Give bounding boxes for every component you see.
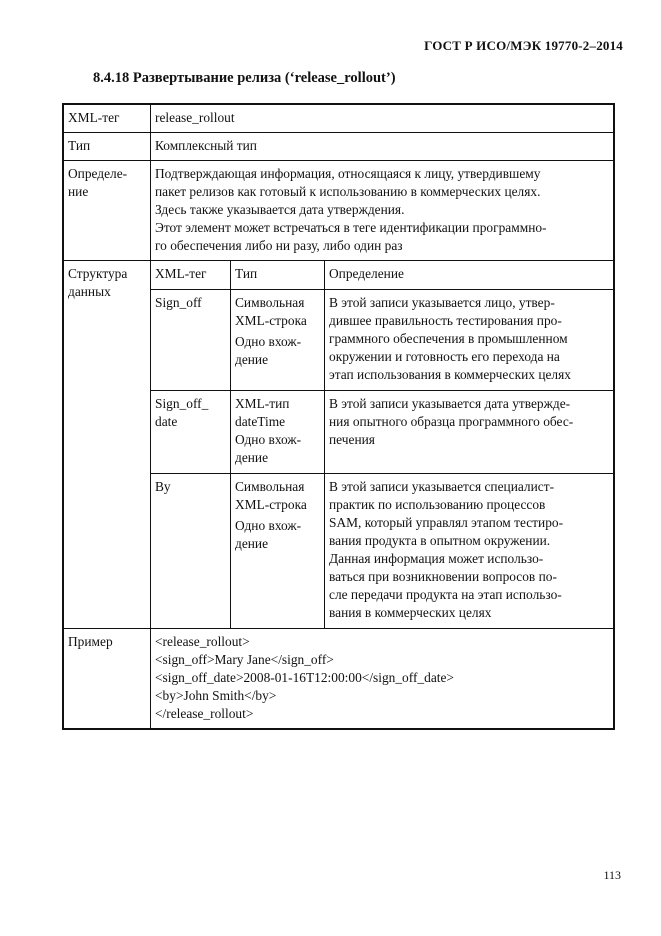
sub-header-tag: XML-тег: [151, 261, 231, 290]
document-header: ГОСТ Р ИСО/МЭК 19770-2–2014: [424, 38, 623, 53]
xml-tag-label: XML-тег: [63, 104, 151, 133]
row-data-structure: [63, 261, 614, 629]
sub-definition: В этой записи указывается лицо, утвер- дившее правильность тестирования про- граммного обеспечения в промышленном окружении и готовность его перехода на этап использования в коммерческих целях: [325, 290, 614, 391]
row-definition: [63, 161, 614, 261]
subtable-row-sign-off: [151, 290, 613, 391]
type-value: Комплексный тип: [151, 133, 615, 161]
sub-type: XML-тип dateTime Одно вхож- дение: [231, 391, 325, 474]
subtable-row-by: [151, 474, 613, 629]
sub-header-definition: Определение: [325, 261, 614, 290]
structure-subtable-cell: [151, 261, 615, 629]
definition-text: Подтверждающая информация, относящаяся к лицу, утвердившему пакет релизов как готовый к использованию в коммерческих целях. Здесь также указывается дата утверждения. Этот элемент может встречаться в теге идентификации программно- го обеспечения либо ни разу, либо один раз: [151, 161, 615, 261]
sub-type: Символьная XML-строка Одно вхож- дение: [231, 290, 325, 391]
row-xml-tag: [63, 104, 614, 133]
sub-definition: В этой записи указывается дата утвержде- ния опытного образца программного обес- печения: [325, 391, 614, 474]
definition-label: Определе- ние: [63, 161, 151, 261]
subtable-header-row: [151, 261, 613, 290]
section-title: 8.4.18 Развертывание релиза (‘release_rollout’): [93, 70, 396, 86]
element-spec-table: [62, 103, 615, 730]
xml-tag-value: release_rollout: [151, 104, 615, 133]
example-code: <release_rollout> <sign_off>Mary Jane</sign_off> <sign_off_date>2008-01-16T12:00:00</sign_off_date> <by>John Smith</by> </release_rollout>: [151, 629, 615, 730]
type-label: Тип: [63, 133, 151, 161]
sub-tag: Sign_off_ date: [151, 391, 231, 474]
structure-subtable: [151, 261, 613, 628]
example-label: Пример: [63, 629, 151, 730]
subtable-row-sign-off-date: [151, 391, 613, 474]
page-number: 113: [603, 868, 621, 882]
row-type: [63, 133, 614, 161]
sub-tag: By: [151, 474, 231, 629]
sub-header-type: Тип: [231, 261, 325, 290]
row-example: [63, 629, 614, 730]
sub-definition: В этой записи указывается специалист- практик по использованию процессов SAM, который управлял этапом тестиро- вания продукта в опытном окружении. Данная информация может использо- ваться при возникновении вопросов по- сле передачи продукта на этап использо- вания в коммерческих целях: [325, 474, 614, 629]
structure-label: Структура данных: [63, 261, 151, 629]
sub-tag: Sign_off: [151, 290, 231, 391]
sub-type: Символьная XML-строка Одно вхож- дение: [231, 474, 325, 629]
